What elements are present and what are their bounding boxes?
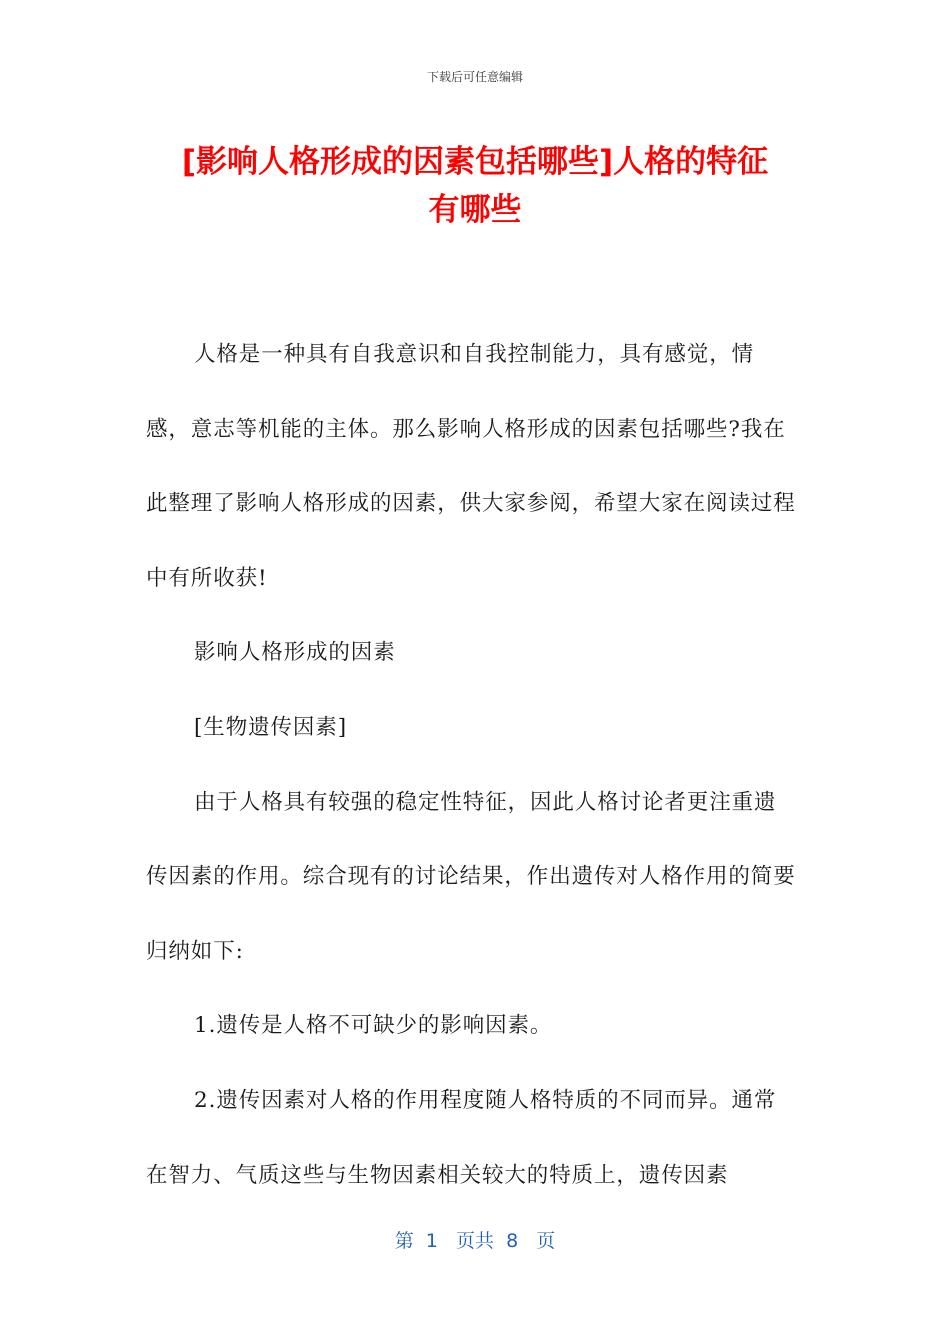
subsection-heading: [生物遗传因素]	[194, 714, 347, 740]
list-item-2: 2.遗传因素对人格的作用程度随人格特质的不同而异。通常在智力、气质这些与生物因素相关较大的特质上，遗传因素	[146, 1087, 777, 1188]
document-body	[146, 318, 796, 1213]
document-title	[140, 138, 810, 234]
header-note: 下载后可任意编辑	[426, 70, 523, 84]
page-number-footer: 第 1 页共 8 页	[394, 1230, 556, 1252]
title-line-2: 有哪些	[428, 192, 522, 228]
paragraph-genetics: 由于人格具有较强的稳定性特征，因此人格讨论者更注重遗传因素的作用。综合现有的讨论结果，作出遗传对人格作用的简要归纳如下:	[146, 789, 796, 964]
title-line-1: [影响人格形成的因素包括哪些]人格的特征	[181, 144, 769, 180]
list-item-1: 1.遗传是人格不可缺少的影响因素。	[194, 1013, 553, 1039]
section-heading: 影响人格形成的因素	[194, 640, 396, 666]
paragraph-intro: 人格是一种具有自我意识和自我控制能力，具有感觉，情感，意志等机能的主体。那么影响人格形成的因素包括哪些?我在此整理了影响人格形成的因素，供大家参阅，希望大家在阅读过程中有所收获!	[146, 342, 796, 591]
